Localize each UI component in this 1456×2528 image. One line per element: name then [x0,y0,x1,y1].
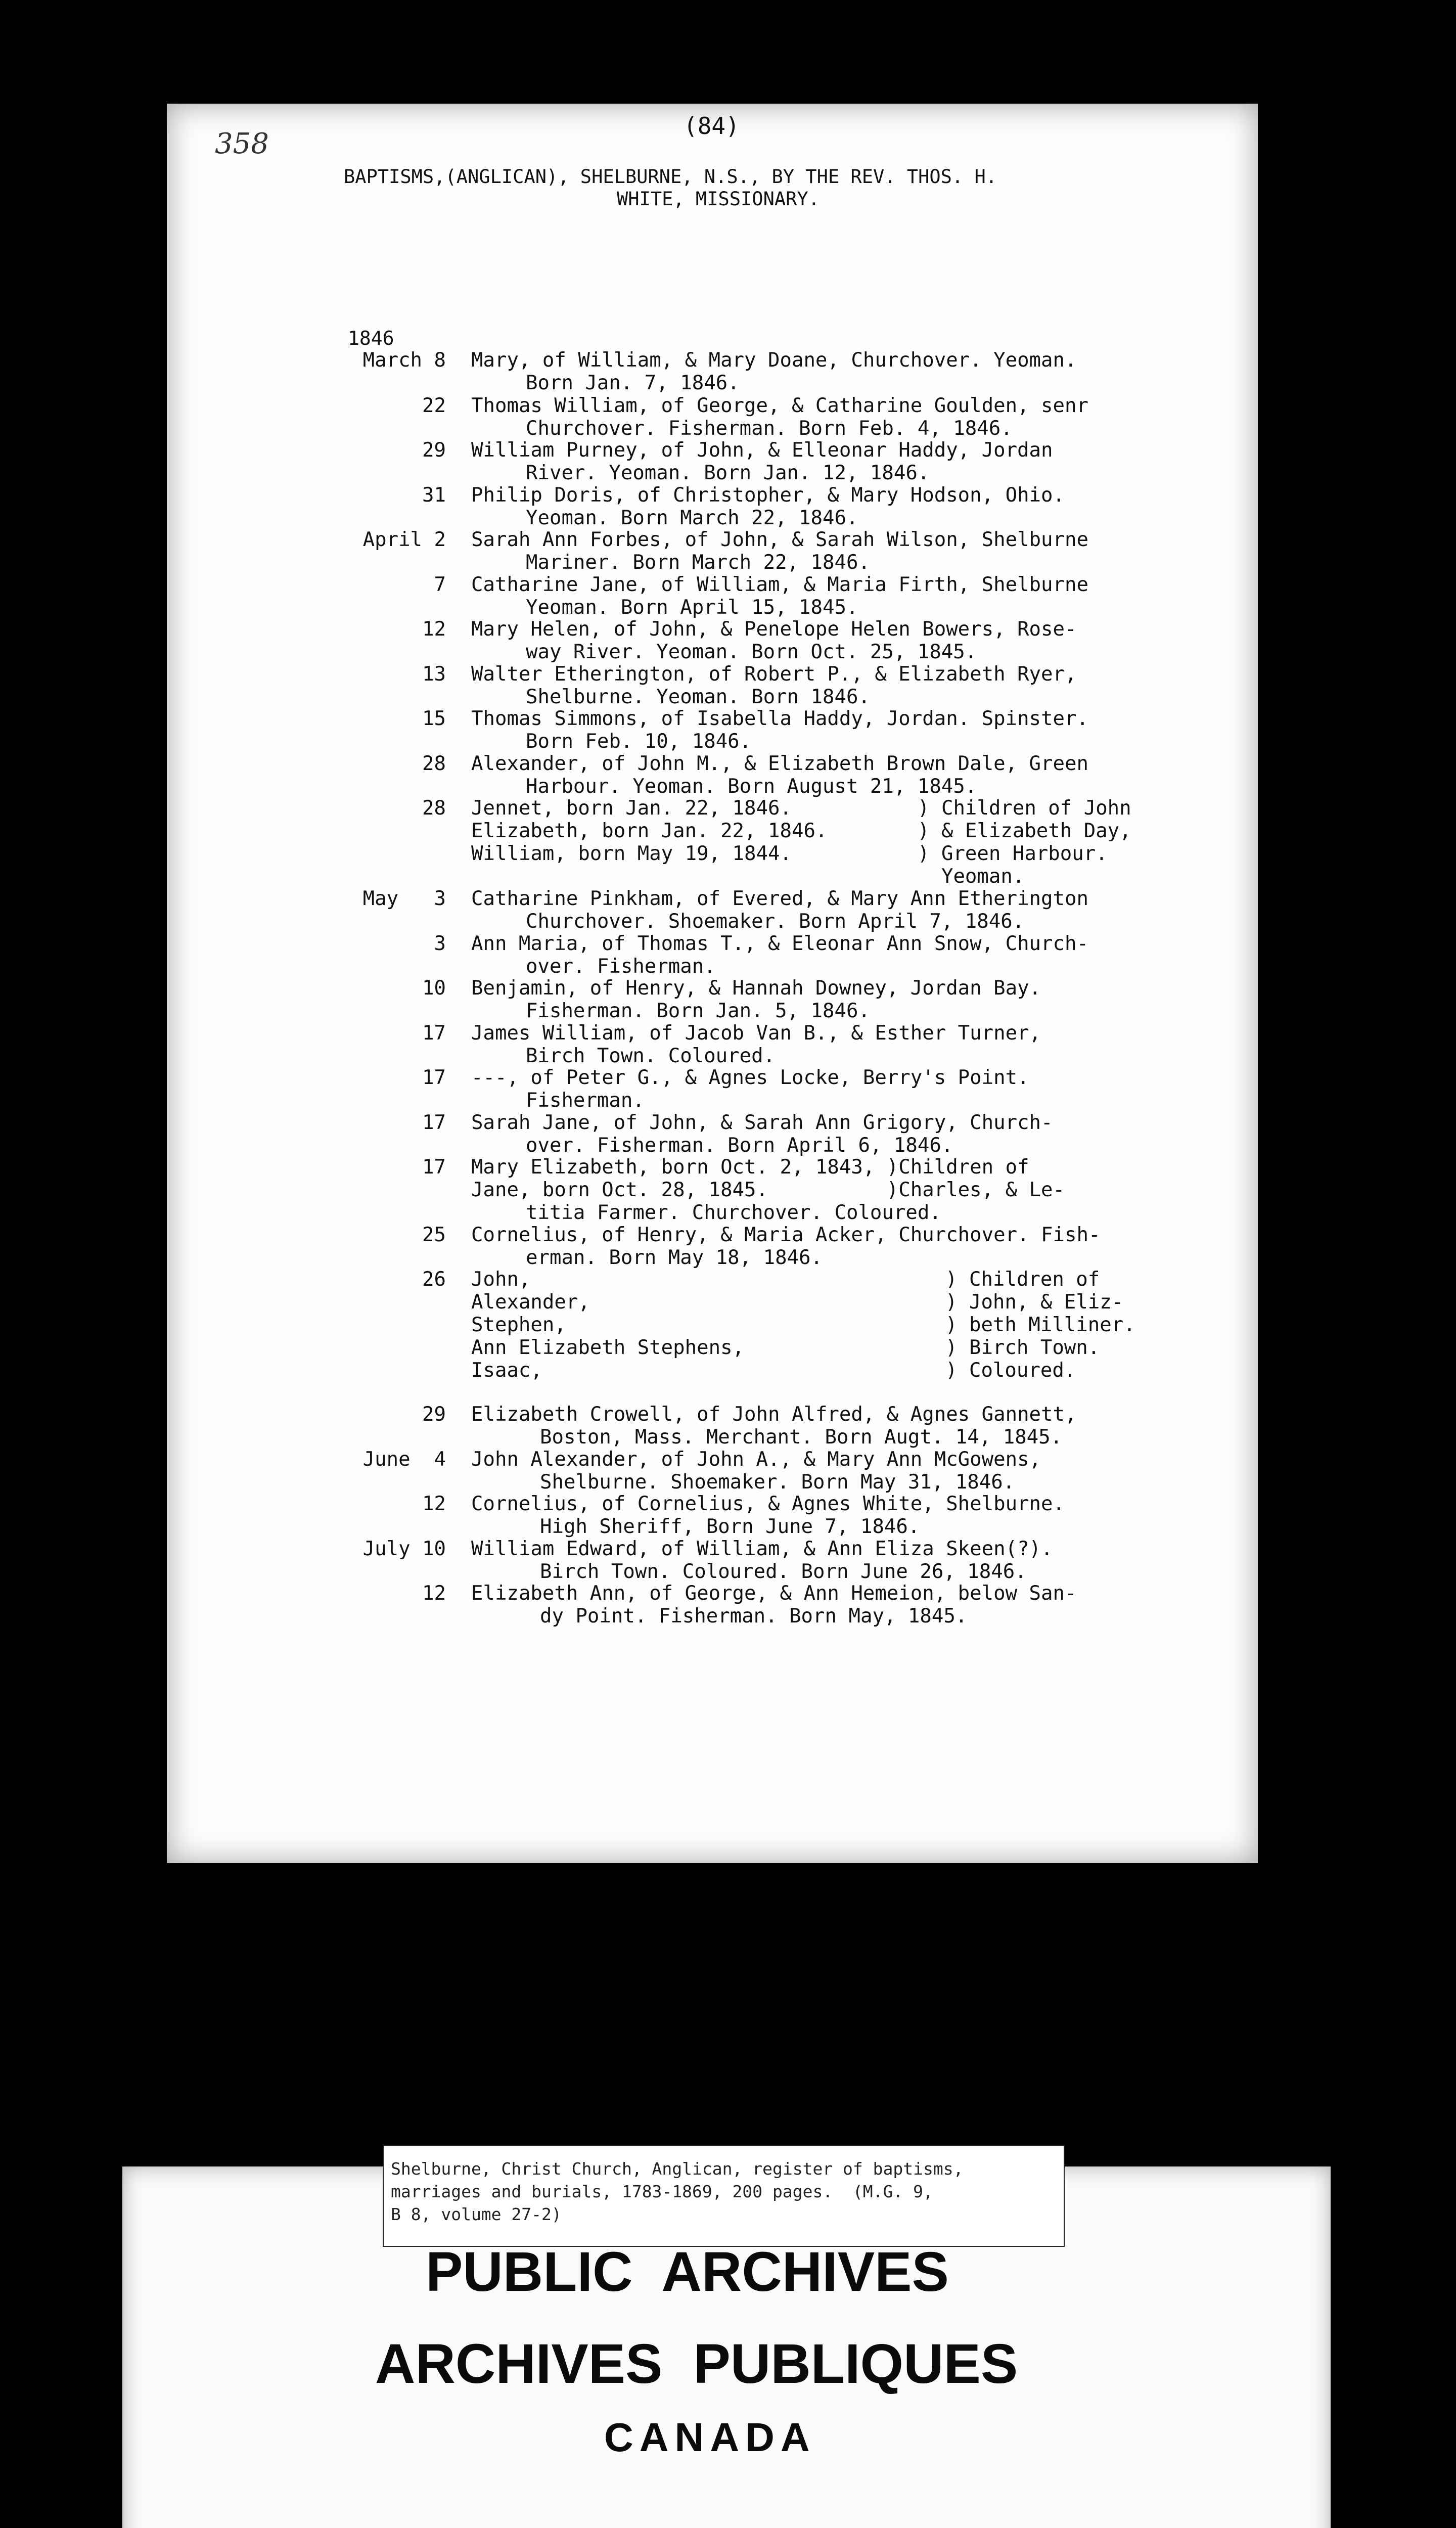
entry-line-1: James William, of Jacob Van B., & Esther Turner, [471,1022,1041,1045]
entry-date: 7 [434,573,446,596]
stamp-public-archives: PUBLIC ARCHIVES [426,2241,949,2303]
child-name: Alexander, [471,1291,590,1314]
entry-line-1: Catharine Pinkham, of Evered, & Mary Ann Etherington [471,887,1088,910]
family-note: ) Birch Town. [945,1336,1100,1359]
entry-line-2: Harbour. Yeoman. Born August 21, 1845. [526,775,977,798]
entry-line-2: Churchover. Shoemaker. Born April 7, 1846. [526,910,1025,933]
entry-line-1: Cornelius, of Henry, & Maria Acker, Churchover. Fish- [471,1224,1101,1246]
stamp-archives-publiques: ARCHIVES PUBLIQUES [375,2333,1018,2395]
entry-line-1: Cornelius, of Cornelius, & Agnes White, Shelburne. [471,1493,1065,1515]
entry-line-2: Shelburne. Yeoman. Born 1846. [526,686,870,708]
entry-date: 12 [422,1582,446,1605]
catalog-line-3: B 8, volume 27-2) [391,2204,562,2224]
entry-date: 25 [422,1224,446,1246]
entry-date: 17 [422,1111,446,1134]
family-note: ) Children of John [918,797,1131,820]
entry-date: June 4 [362,1448,446,1471]
entry-line-1: Sarah Ann Forbes, of John, & Sarah Wilson, Shelburne [471,528,1088,551]
family-note: ) John, & Eliz- [945,1291,1124,1314]
entry-line-2: Shelburne. Shoemaker. Born May 31, 1846. [540,1471,1015,1494]
child-name: John, [471,1268,531,1291]
entry-date: July 10 [362,1538,446,1560]
entry-date: 12 [422,618,446,641]
entry-line-1: Alexander, of John M., & Elizabeth Brown Dale, Green [471,752,1088,775]
entry-line-2: over. Fisherman. Born April 6, 1846. [526,1134,953,1157]
entry-line-2: High Sheriff, Born June 7, 1846. [540,1515,920,1538]
entry-date: 17 [422,1156,446,1179]
entry-date: 15 [422,707,446,730]
entry-line-1: ---, of Peter G., & Agnes Locke, Berry's Point. [471,1066,1029,1089]
entry-line-2: Yeoman. Born April 15, 1845. [526,596,858,619]
entry-line-2: Birch Town. Coloured. Born June 26, 1846. [540,1560,1027,1583]
entry-date: 26 [422,1268,446,1291]
entry-date: 3 [434,932,446,955]
title-line-2: WHITE, MISSIONARY. [617,188,820,210]
entry-date: 28 [422,752,446,775]
entry-date: April 2 [362,528,446,551]
entry-line-2: River. Yeoman. Born Jan. 12, 1846. [526,462,930,484]
entry-date: 17 [422,1022,446,1045]
entry-line-1: Mary, of William, & Mary Doane, Churchover. Yeoman. [471,349,1077,372]
handwritten-page-number: 358 [215,127,269,160]
family-note: ) Green Harbour. [918,842,1108,865]
entry-line-1: Mary Helen, of John, & Penelope Helen Bowers, Rose- [471,618,1077,641]
entry-line-1: William Purney, of John, & Elleonar Haddy, Jordan [471,439,1053,462]
entry-line-2: Churchover. Fisherman. Born Feb. 4, 1846. [526,417,1013,440]
entry-line-2: Yeoman. Born March 22, 1846. [526,507,858,529]
entry-line-2: Born Feb. 10, 1846. [526,730,752,753]
entry-line-1: Catharine Jane, of William, & Maria Firth, Shelburne [471,573,1088,596]
entry-line-3: titia Farmer. Churchover. Coloured. [526,1201,941,1224]
entry-line-1: Ann Maria, of Thomas T., & Eleonar Ann Snow, Church- [471,932,1088,955]
entry-line-2: way River. Yeoman. Born Oct. 25, 1845. [526,641,977,663]
entry-line-1: Thomas Simmons, of Isabella Haddy, Jordan. Spinster. [471,707,1088,730]
entry-line-2: erman. Born May 18, 1846. [526,1246,823,1269]
entry-line-1: Mary Elizabeth, born Oct. 2, 1843, )Children of [471,1156,1029,1179]
child-name: Elizabeth, born Jan. 22, 1846. [471,820,828,842]
child-name: Ann Elizabeth Stephens, [471,1336,745,1359]
entry-line-2: Boston, Mass. Merchant. Born Augt. 14, 1845. [540,1426,1063,1449]
child-name: Isaac, [471,1359,542,1382]
entry-line-1: Walter Etherington, of Robert P., & Elizabeth Ryer, [471,663,1077,686]
entry-line-2: dy Point. Fisherman. Born May, 1845. [540,1605,968,1628]
catalog-line-2: marriages and burials, 1783-1869, 200 pages. (M.G. 9, [391,2182,933,2201]
entry-line-2: Born Jan. 7, 1846. [526,372,740,394]
entry-date: 12 [422,1493,446,1515]
entry-date: 29 [422,1403,446,1426]
entry-line-1: Elizabeth Crowell, of John Alfred, & Agnes Gannett, [471,1403,1077,1426]
family-note: ) beth Milliner. [945,1314,1135,1336]
entry-line-1: John Alexander, of John A., & Mary Ann McGowens, [471,1448,1041,1471]
entry-line-2: Fisherman. [526,1089,645,1112]
entry-date: 10 [422,977,446,1000]
family-note: Yeoman. [918,865,1025,888]
family-note: ) Children of [945,1268,1100,1291]
entry-date: 31 [422,484,446,507]
entry-line-2: Jane, born Oct. 28, 1845. )Charles, & Le- [471,1179,1065,1201]
title-line-1: BAPTISMS,(ANGLICAN), SHELBURNE, N.S., BY THE REV. THOS. H. [344,166,997,188]
stamp-canada: CANADA [604,2415,816,2460]
family-note: ) & Elizabeth Day, [918,820,1131,842]
catalog-line-1: Shelburne, Christ Church, Anglican, register of baptisms, [391,2159,964,2179]
entry-date: 29 [422,439,446,462]
entry-line-1: Elizabeth Ann, of George, & Ann Hemeion, below San- [471,1582,1077,1605]
entry-date: 13 [422,663,446,686]
family-note: ) Coloured. [945,1359,1076,1382]
entry-line-1: William Edward, of William, & Ann Eliza Skeen(?). [471,1538,1053,1560]
entry-line-2: Birch Town. Coloured. [526,1045,776,1067]
child-name: Jennet, born Jan. 22, 1846. [471,797,792,820]
page-number: (84) [684,112,740,140]
entry-line-2: over. Fisherman. [526,955,716,978]
entry-line-1: Thomas William, of George, & Catharine Goulden, senr [471,394,1088,417]
entry-date: May 3 [362,887,446,910]
entry-line-1: Benjamin, of Henry, & Hannah Downey, Jordan Bay. [471,977,1041,1000]
entry-date: March 8 [362,349,446,372]
child-name: William, born May 19, 1844. [471,842,792,865]
entry-date: 22 [422,394,446,417]
entry-date: 17 [422,1066,446,1089]
year-heading: 1846 [348,327,394,349]
entry-date: 28 [422,797,446,820]
entry-line-1: Philip Doris, of Christopher, & Mary Hodson, Ohio. [471,484,1065,507]
entry-line-2: Mariner. Born March 22, 1846. [526,551,870,574]
child-name: Stephen, [471,1314,566,1336]
entry-line-1: Sarah Jane, of John, & Sarah Ann Grigory, Church- [471,1111,1053,1134]
entry-line-2: Fisherman. Born Jan. 5, 1846. [526,1000,870,1022]
